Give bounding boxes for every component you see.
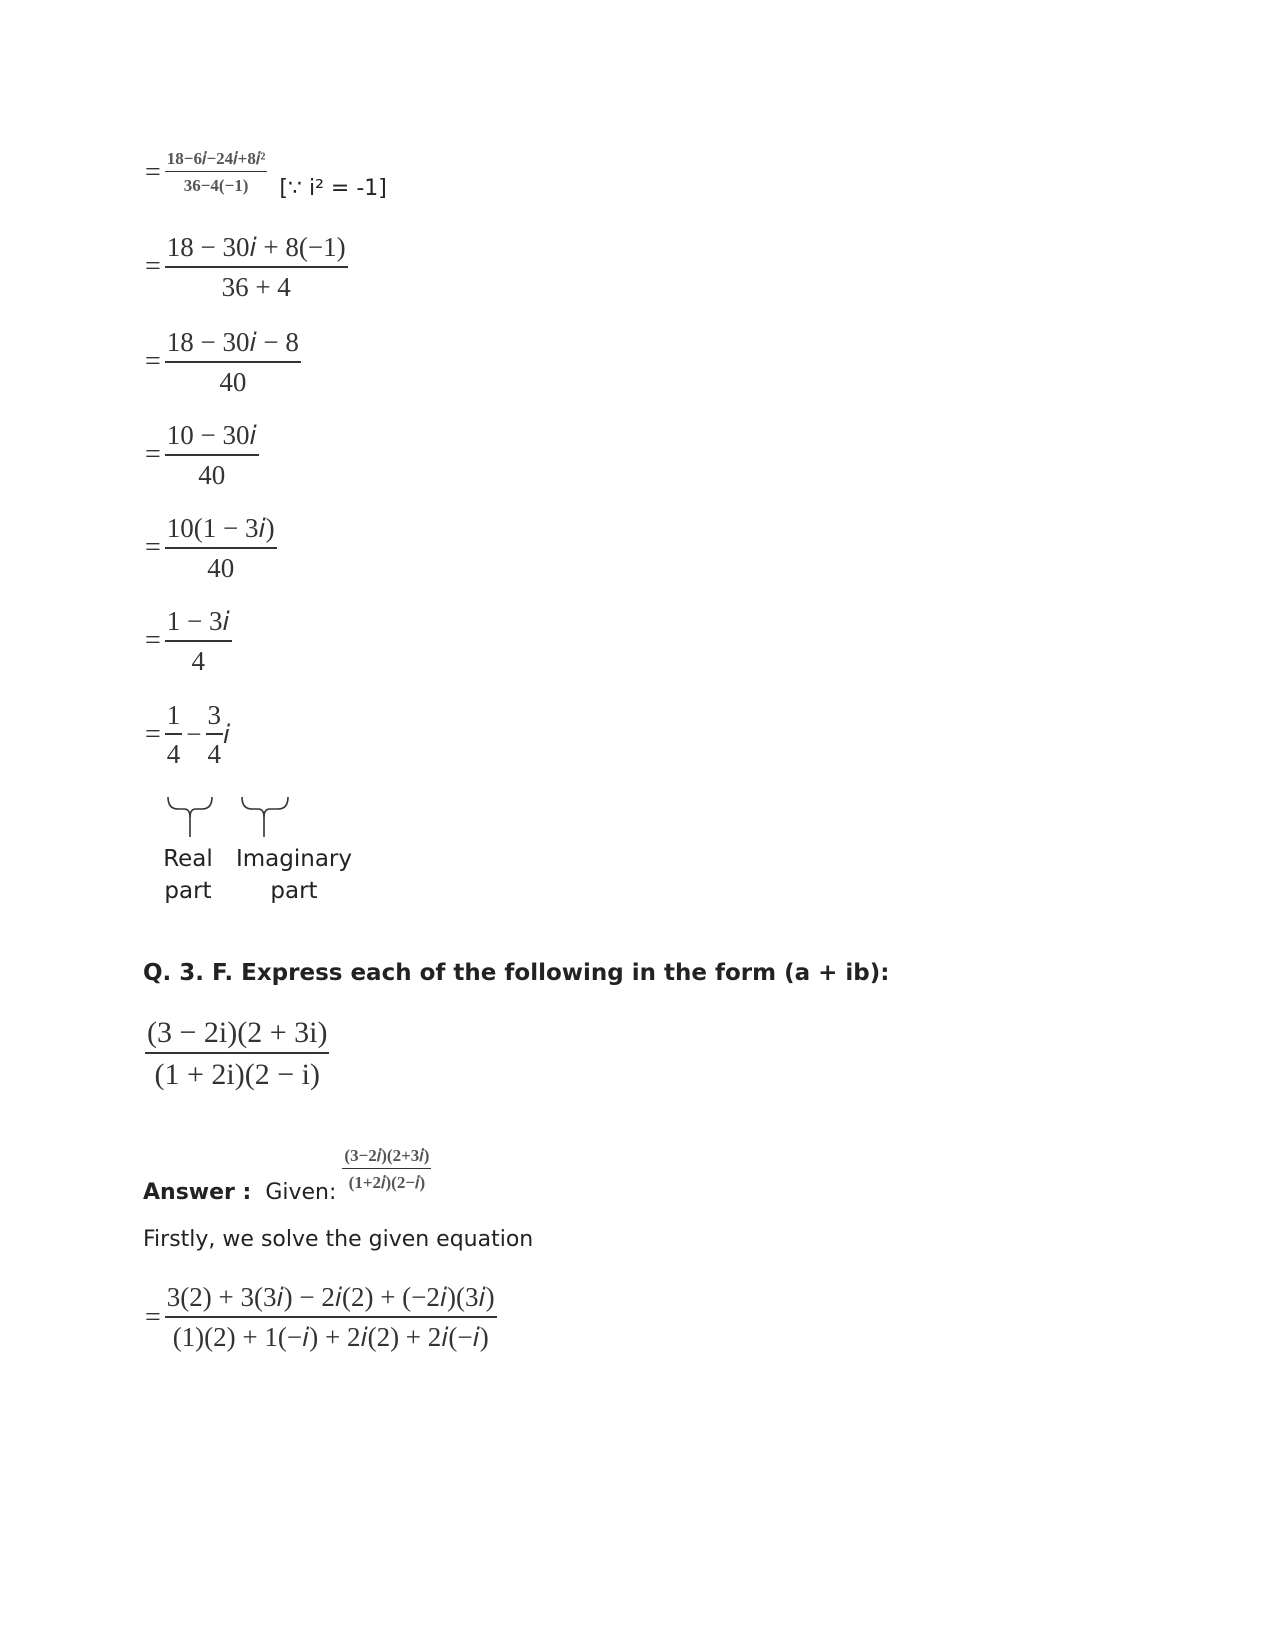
intro-text: Firstly, we solve the given equation xyxy=(143,1227,534,1252)
fraction xyxy=(165,1282,497,1354)
numerator: 18 − 30𝑖 + 8(−1) xyxy=(166,232,346,262)
denominator: 40 xyxy=(219,366,247,397)
label-line: Real xyxy=(163,846,213,872)
question-expression xyxy=(145,1016,329,1092)
given-fraction xyxy=(342,1146,431,1194)
imaginary-unit: 𝑖 xyxy=(223,718,231,749)
fraction xyxy=(165,513,277,584)
step-6 xyxy=(145,606,232,677)
imaginary-fraction xyxy=(206,700,224,770)
question-title: Q. 3. F. Express each of the following in the form (a + ib): xyxy=(143,960,890,986)
denominator: 36 + 4 xyxy=(221,271,291,302)
fraction xyxy=(165,420,259,491)
equals-sign: = xyxy=(145,156,161,188)
numerator: 3 xyxy=(207,700,222,730)
fraction xyxy=(165,149,268,197)
step-2 xyxy=(145,232,348,303)
brace-diagram xyxy=(160,795,300,845)
step-3 xyxy=(145,327,301,398)
numerator: 3(2) + 3(3𝑖) − 2𝑖(2) + (−2𝑖)(3𝑖) xyxy=(166,1282,495,1312)
denominator: (1+2𝑖)(2−𝑖) xyxy=(348,1173,426,1193)
numerator: 10 − 30𝑖 xyxy=(166,420,257,450)
numerator: (3−2𝑖)(2+3𝑖) xyxy=(344,1145,430,1165)
numerator: 10(1 − 3𝑖) xyxy=(166,513,275,543)
equals-sign: = xyxy=(145,439,161,471)
equals-sign: = xyxy=(145,346,161,378)
denominator: (1 + 2i)(2 − i) xyxy=(154,1057,320,1091)
equals-sign: = xyxy=(145,251,161,283)
numerator: 1 − 3𝑖 xyxy=(166,606,230,636)
denominator: 4 xyxy=(166,738,181,769)
imaginary-part-label xyxy=(230,843,358,907)
minus-sign: − xyxy=(186,719,202,750)
equals-sign: = xyxy=(145,718,161,750)
numerator: 1 xyxy=(166,700,181,730)
step-5 xyxy=(145,513,277,584)
real-part-brace xyxy=(168,797,212,817)
numerator: 18 − 30𝑖 − 8 xyxy=(166,327,299,357)
numerator: 18−6𝑖−24𝑖+8𝑖² xyxy=(166,148,266,168)
step-4 xyxy=(145,420,259,491)
real-fraction xyxy=(165,700,183,770)
numerator: (3 − 2i)(2 + 3i) xyxy=(147,1016,328,1049)
label-line: Imaginary xyxy=(235,846,352,872)
equals-sign: = xyxy=(145,625,161,657)
answer-line xyxy=(143,1134,431,1205)
label-line: part xyxy=(270,878,318,904)
denominator: 40 xyxy=(198,459,226,490)
real-part-label xyxy=(158,843,218,907)
identity-note: [∵ i² = -1] xyxy=(279,176,387,201)
label-line: part xyxy=(164,878,212,904)
fraction xyxy=(165,606,232,677)
denominator: (1)(2) + 1(−𝑖) + 2𝑖(2) + 2𝑖(−𝑖) xyxy=(172,1321,489,1352)
equals-sign: = xyxy=(145,1301,161,1333)
given-label: Given: xyxy=(265,1180,337,1205)
step-1 xyxy=(145,144,387,201)
expansion-step xyxy=(145,1282,497,1354)
fraction xyxy=(145,1016,329,1092)
answer-label: Answer : xyxy=(143,1180,252,1205)
equals-sign: = xyxy=(145,532,161,564)
fraction xyxy=(165,327,301,398)
denominator: 40 xyxy=(207,552,235,583)
step-7 xyxy=(145,700,230,770)
denominator: 4 xyxy=(207,738,222,769)
denominator: 4 xyxy=(191,645,205,676)
fraction xyxy=(165,232,348,303)
imaginary-part-brace xyxy=(242,797,288,817)
denominator: 36−4(−1) xyxy=(183,176,249,196)
